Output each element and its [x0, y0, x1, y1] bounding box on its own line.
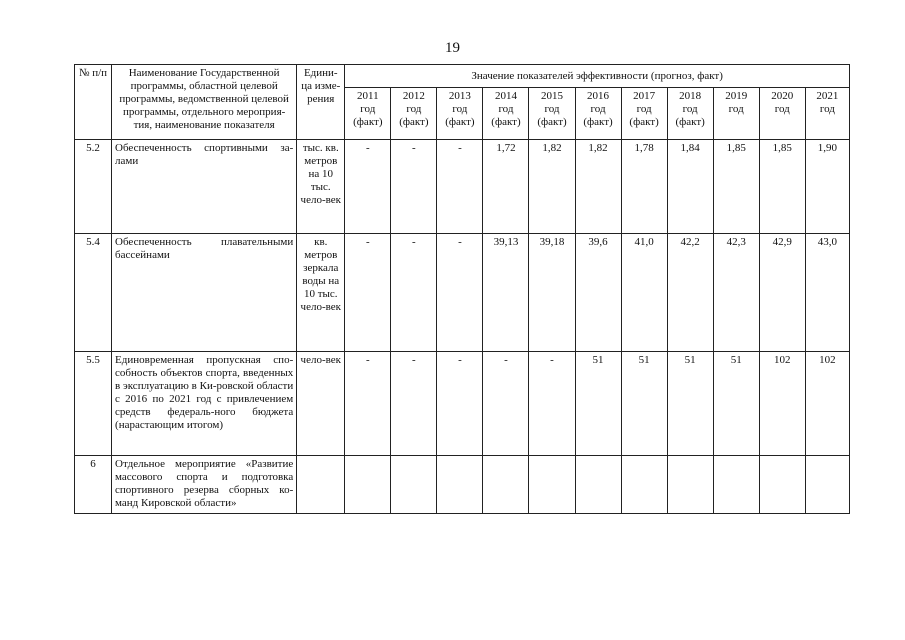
indicator-name: Обеспеченность спортивными за-лами [112, 140, 297, 234]
year-kind: (факт) [353, 116, 383, 128]
value-2018: 51 [667, 352, 713, 456]
indicator-name: Обеспеченность плавательными бассейнами [112, 234, 297, 352]
value-2020: 102 [759, 352, 805, 456]
year-word: год [682, 103, 698, 115]
value-2013: - [437, 352, 483, 456]
value-2011: - [345, 352, 391, 456]
value-2020 [759, 456, 805, 514]
header-year-2015 [529, 88, 575, 140]
header-year-2017 [621, 88, 667, 140]
value-2016 [575, 456, 621, 514]
year-number: 2021 [816, 90, 839, 102]
table-row [75, 456, 850, 514]
table-row [75, 140, 850, 234]
value-2017: 41,0 [621, 234, 667, 352]
value-2013 [437, 456, 483, 514]
row-number: 5.2 [75, 140, 112, 234]
value-2016: 1,82 [575, 140, 621, 234]
value-2012: - [391, 234, 437, 352]
year-kind: (факт) [537, 116, 567, 128]
value-2014: 39,13 [483, 234, 529, 352]
header-name: Наименование Государственной программы, областной целевой программы, ведомственной целевой программы, отдельного мероприя-тия, наименование показателя [112, 65, 297, 140]
year-word: год [636, 103, 652, 115]
value-2011 [345, 456, 391, 514]
year-kind: (факт) [491, 116, 521, 128]
value-2019 [713, 456, 759, 514]
value-2018: 42,2 [667, 234, 713, 352]
value-2011: - [345, 234, 391, 352]
value-2012: - [391, 140, 437, 234]
header-year-2016 [575, 88, 621, 140]
year-kind: (факт) [399, 116, 429, 128]
year-number: 2017 [633, 90, 656, 102]
value-2017 [621, 456, 667, 514]
value-2015: 1,82 [529, 140, 575, 234]
year-word: год [774, 103, 790, 115]
year-word: год [728, 103, 744, 115]
header-year-2011 [345, 88, 391, 140]
year-kind: (факт) [629, 116, 659, 128]
value-2021: 43,0 [805, 234, 849, 352]
value-2015 [529, 456, 575, 514]
value-2017: 1,78 [621, 140, 667, 234]
value-2021: 1,90 [805, 140, 849, 234]
value-2017: 51 [621, 352, 667, 456]
row-number: 5.5 [75, 352, 112, 456]
year-number: 2019 [725, 90, 748, 102]
value-2015: 39,18 [529, 234, 575, 352]
table-row [75, 352, 850, 456]
year-word: год [819, 103, 835, 115]
year-number: 2020 [771, 90, 794, 102]
year-number: 2013 [448, 90, 471, 102]
year-number: 2016 [587, 90, 610, 102]
value-2014: 1,72 [483, 140, 529, 234]
year-word: год [590, 103, 606, 115]
year-number: 2011 [357, 90, 379, 102]
value-2013: - [437, 234, 483, 352]
year-kind: (факт) [675, 116, 705, 128]
header-year-2019 [713, 88, 759, 140]
value-2012 [391, 456, 437, 514]
header-year-2020 [759, 88, 805, 140]
header-year-2021 [805, 88, 849, 140]
value-2019: 42,3 [713, 234, 759, 352]
value-2019: 1,85 [713, 140, 759, 234]
value-2018 [667, 456, 713, 514]
value-2019: 51 [713, 352, 759, 456]
value-2018: 1,84 [667, 140, 713, 234]
table-row [75, 234, 850, 352]
indicator-name: Отдельное мероприятие «Развитие массового спорта и подготовка спортивного резерва сборных ко-манд Кировской области» [112, 456, 297, 514]
year-word: год [360, 103, 376, 115]
value-2015: - [529, 352, 575, 456]
value-2020: 1,85 [759, 140, 805, 234]
value-2014: - [483, 352, 529, 456]
value-2016: 51 [575, 352, 621, 456]
header-num: № п/п [75, 65, 112, 140]
header-year-2012 [391, 88, 437, 140]
value-2020: 42,9 [759, 234, 805, 352]
year-word: год [498, 103, 514, 115]
header-year-2014 [483, 88, 529, 140]
value-2014 [483, 456, 529, 514]
value-2021: 102 [805, 352, 849, 456]
indicators-table [74, 64, 850, 514]
value-2013: - [437, 140, 483, 234]
row-number: 6 [75, 456, 112, 514]
year-number: 2012 [402, 90, 425, 102]
year-word: год [544, 103, 560, 115]
header-year-2013 [437, 88, 483, 140]
year-kind: (факт) [583, 116, 613, 128]
indicator-name: Единовременная пропускная спо-собность объектов спорта, введенных в эксплуатацию в Ки-ровской области с 2016 по 2021 год с привлечением средств федераль-ного бюджета (нарастающим итогом) [112, 352, 297, 456]
year-word: год [452, 103, 468, 115]
year-word: год [406, 103, 422, 115]
unit-of-measure: чело-век [297, 352, 345, 456]
unit-of-measure: кв. метров зеркала воды на 10 тыс. чело-век [297, 234, 345, 352]
header-year-2018 [667, 88, 713, 140]
year-number: 2018 [679, 90, 702, 102]
value-2016: 39,6 [575, 234, 621, 352]
unit-of-measure [297, 456, 345, 514]
year-number: 2015 [541, 90, 563, 102]
value-2011: - [345, 140, 391, 234]
value-2012: - [391, 352, 437, 456]
unit-of-measure: тыс. кв. метров на 10 тыс. чело-век [297, 140, 345, 234]
value-2021 [805, 456, 849, 514]
year-kind: (факт) [445, 116, 475, 128]
row-number: 5.4 [75, 234, 112, 352]
header-unit: Едини-ца изме-рения [297, 65, 345, 140]
header-values-group: Значение показателей эффективности (прогноз, факт) [345, 65, 850, 88]
year-number: 2014 [494, 90, 517, 102]
page-number: 19 [445, 40, 460, 56]
